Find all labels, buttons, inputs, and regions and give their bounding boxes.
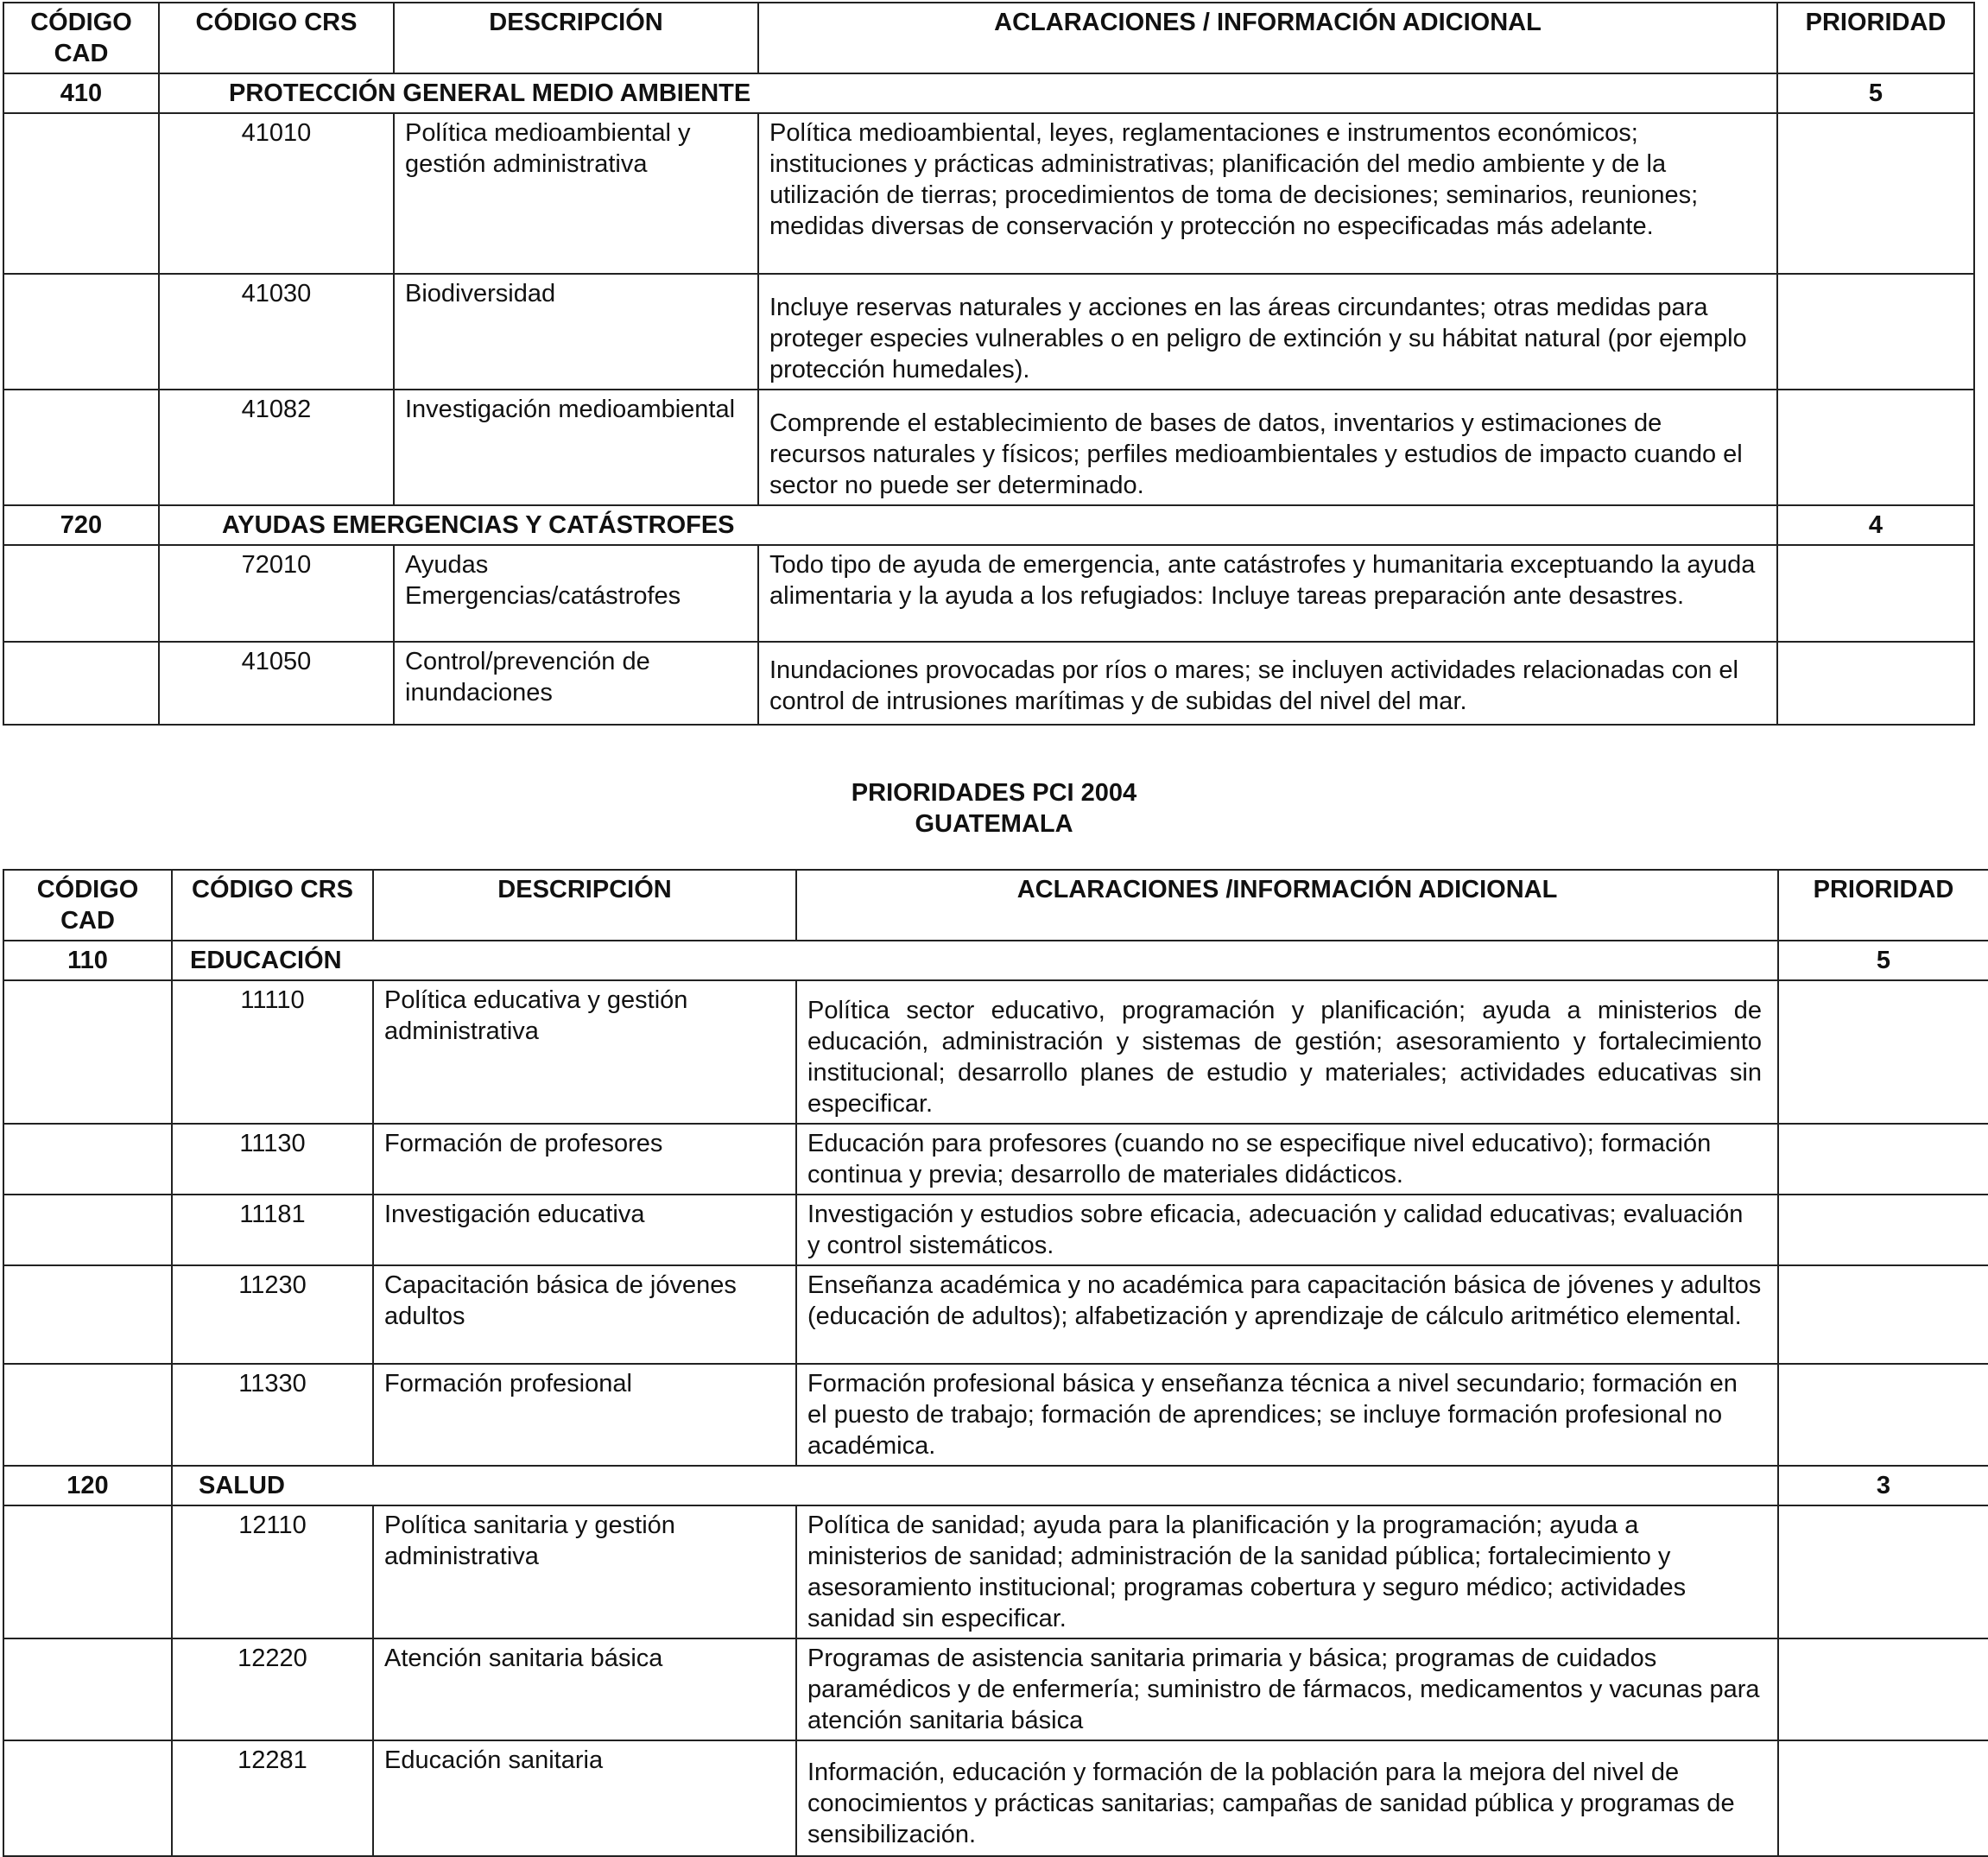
priorities-table-guatemala [3, 869, 1988, 1857]
priority-cell [1778, 1638, 1988, 1740]
description: Educación sanitaria [373, 1740, 796, 1856]
crs-code: 11181 [172, 1195, 373, 1265]
cad-cell [3, 1195, 172, 1265]
crs-code: 41030 [159, 274, 394, 390]
notes: Información, educación y formación de la población para la mejora del nivel de conocimientos y prácticas sanitarias; campañas de sanidad pública y programas de sensibilización. [796, 1740, 1778, 1856]
description: Investigación medioambiental [394, 390, 758, 505]
notes: Educación para profesores (cuando no se especifique nivel educativo); formación continua y previa; desarrollo de materiales didácticos. [796, 1124, 1778, 1195]
col-header-cad: CÓDIGO CAD [3, 870, 172, 941]
table-row [3, 1505, 1988, 1638]
notes: Enseñanza académica y no académica para capacitación básica de jóvenes y adultos (educación de adultos); alfabetización y aprendizaje de cálculo aritmético elemental. [796, 1265, 1778, 1364]
crs-code: 11330 [172, 1364, 373, 1466]
crs-code: 12220 [172, 1638, 373, 1740]
table-row [3, 545, 1974, 642]
group-row [3, 941, 1988, 980]
crs-code: 41050 [159, 642, 394, 725]
description: Investigación educativa [373, 1195, 796, 1265]
table-header-row [3, 870, 1988, 941]
col-header-crs: CÓDIGO CRS [159, 3, 394, 73]
notes: Investigación y estudios sobre eficacia, adecuación y calidad educativas; evaluación y control sistemáticos. [796, 1195, 1778, 1265]
table-row [3, 1638, 1988, 1740]
crs-code: 12110 [172, 1505, 373, 1638]
crs-code: 11110 [172, 980, 373, 1124]
cad-cell [3, 1265, 172, 1364]
priorities-table-environment [3, 2, 1975, 726]
description: Control/prevención de inundaciones [394, 642, 758, 725]
notes: Política de sanidad; ayuda para la planificación y la programación; ayuda a ministerios de sanidad; administración de la sanidad pública; fortalecimiento y asesoramiento institucional; programas cobertura y seguro médico; actividades sanidad sin especificar. [796, 1505, 1778, 1638]
notes: Incluye reservas naturales y acciones en las áreas circundantes; otras medidas para proteger especies vulnerables o en peligro de extinción y su hábitat natural (por ejemplo protección humedales). [758, 274, 1777, 390]
description: Política educativa y gestión administrativa [373, 980, 796, 1124]
col-header-description: DESCRIPCIÓN [373, 870, 796, 941]
group-priority: 5 [1778, 941, 1988, 980]
notes: Formación profesional básica y enseñanza técnica a nivel secundario; formación en el puesto de trabajo; formación de aprendices; se incluye formación profesional no académica. [796, 1364, 1778, 1466]
description: Capacitación básica de jóvenes adultos [373, 1265, 796, 1364]
crs-code: 11230 [172, 1265, 373, 1364]
notes: Comprende el establecimiento de bases de datos, inventarios y estimaciones de recursos naturales y físicos; perfiles medioambientales y estudios de impacto cuando el sector no puede ser determinado. [758, 390, 1777, 505]
table-row [3, 274, 1974, 390]
priority-cell [1778, 1195, 1988, 1265]
priority-cell [1777, 545, 1974, 642]
cad-cell [3, 1740, 172, 1856]
group-priority: 3 [1778, 1466, 1988, 1505]
cad-cell [3, 1638, 172, 1740]
description: Política medioambiental y gestión administrativa [394, 113, 758, 274]
group-cad-code: 110 [3, 941, 172, 980]
group-cad-code: 120 [3, 1466, 172, 1505]
group-priority: 4 [1777, 505, 1974, 545]
section-title-line2: GUATEMALA [915, 810, 1073, 838]
table-row [3, 1364, 1988, 1466]
priority-cell [1778, 980, 1988, 1124]
group-title: AYUDAS EMERGENCIAS Y CATÁSTROFES [159, 505, 1777, 545]
group-title: PROTECCIÓN GENERAL MEDIO AMBIENTE [159, 73, 1777, 113]
crs-code: 41082 [159, 390, 394, 505]
table-row [3, 113, 1974, 274]
description: Biodiversidad [394, 274, 758, 390]
priority-cell [1778, 1740, 1988, 1856]
cad-cell [3, 113, 159, 274]
crs-code: 12281 [172, 1740, 373, 1856]
notes: Política sector educativo, programación y planificación; ayuda a ministerios de educación, administración y sistemas de gestión; asesoramiento y fortalecimiento institucional; desarrollo planes de estudio y materiales; actividades educativas sin especificar. [796, 980, 1778, 1124]
group-row [3, 1466, 1988, 1505]
crs-code: 72010 [159, 545, 394, 642]
table-row [3, 1265, 1988, 1364]
description: Formación de profesores [373, 1124, 796, 1195]
description: Formación profesional [373, 1364, 796, 1466]
table-row [3, 1740, 1988, 1856]
table-header-row [3, 3, 1974, 73]
priority-cell [1777, 642, 1974, 725]
notes: Programas de asistencia sanitaria primaria y básica; programas de cuidados paramédicos y de enfermería; suministro de fármacos, medicamentos y vacunas para atención sanitaria básica [796, 1638, 1778, 1740]
priority-cell [1777, 113, 1974, 274]
table-row [3, 1195, 1988, 1265]
col-header-description: DESCRIPCIÓN [394, 3, 758, 73]
priority-cell [1777, 390, 1974, 505]
cad-cell [3, 274, 159, 390]
group-row [3, 505, 1974, 545]
cad-cell [3, 980, 172, 1124]
group-cad-code: 720 [3, 505, 159, 545]
section-title-line1: PRIORIDADES PCI 2004 [851, 779, 1137, 807]
cad-cell [3, 390, 159, 505]
col-header-priority: PRIORIDAD [1777, 3, 1974, 73]
group-row [3, 73, 1974, 113]
cad-cell [3, 642, 159, 725]
table-row [3, 980, 1988, 1124]
notes: Todo tipo de ayuda de emergencia, ante catástrofes y humanitaria exceptuando la ayuda alimentaria y la ayuda a los refugiados: Incluye tareas preparación ante desastres. [758, 545, 1777, 642]
description: Política sanitaria y gestión administrativa [373, 1505, 796, 1638]
crs-code: 11130 [172, 1124, 373, 1195]
col-header-notes: ACLARACIONES /INFORMACIÓN ADICIONAL [796, 870, 1778, 941]
notes: Política medioambiental, leyes, reglamentaciones e instrumentos económicos; instituciones y prácticas administrativas; planificación del medio ambiente y de la utilización de tierras; procedimientos de toma de decisiones; seminarios, reuniones; medidas diversas de conservación y protección no especificadas más adelante. [758, 113, 1777, 274]
group-title: SALUD [172, 1466, 1778, 1505]
cad-cell [3, 1505, 172, 1638]
cad-cell [3, 1124, 172, 1195]
cad-cell [3, 1364, 172, 1466]
description: Ayudas Emergencias/catástrofes [394, 545, 758, 642]
priority-cell [1778, 1124, 1988, 1195]
table-row [3, 642, 1974, 725]
priority-cell [1778, 1265, 1988, 1364]
group-title: EDUCACIÓN [172, 941, 1778, 980]
notes: Inundaciones provocadas por ríos o mares; se incluyen actividades relacionadas con el control de intrusiones marítimas y de subidas del nivel del mar. [758, 642, 1777, 725]
priority-cell [1778, 1505, 1988, 1638]
cad-cell [3, 545, 159, 642]
table-row [3, 1124, 1988, 1195]
group-cad-code: 410 [3, 73, 159, 113]
group-priority: 5 [1777, 73, 1974, 113]
table-row [3, 390, 1974, 505]
col-header-notes: ACLARACIONES / INFORMACIÓN ADICIONAL [758, 3, 1777, 73]
col-header-priority: PRIORIDAD [1778, 870, 1988, 941]
priority-cell [1778, 1364, 1988, 1466]
priority-cell [1777, 274, 1974, 390]
description: Atención sanitaria básica [373, 1638, 796, 1740]
crs-code: 41010 [159, 113, 394, 274]
col-header-cad: CÓDIGO CAD [3, 3, 159, 73]
col-header-crs: CÓDIGO CRS [172, 870, 373, 941]
